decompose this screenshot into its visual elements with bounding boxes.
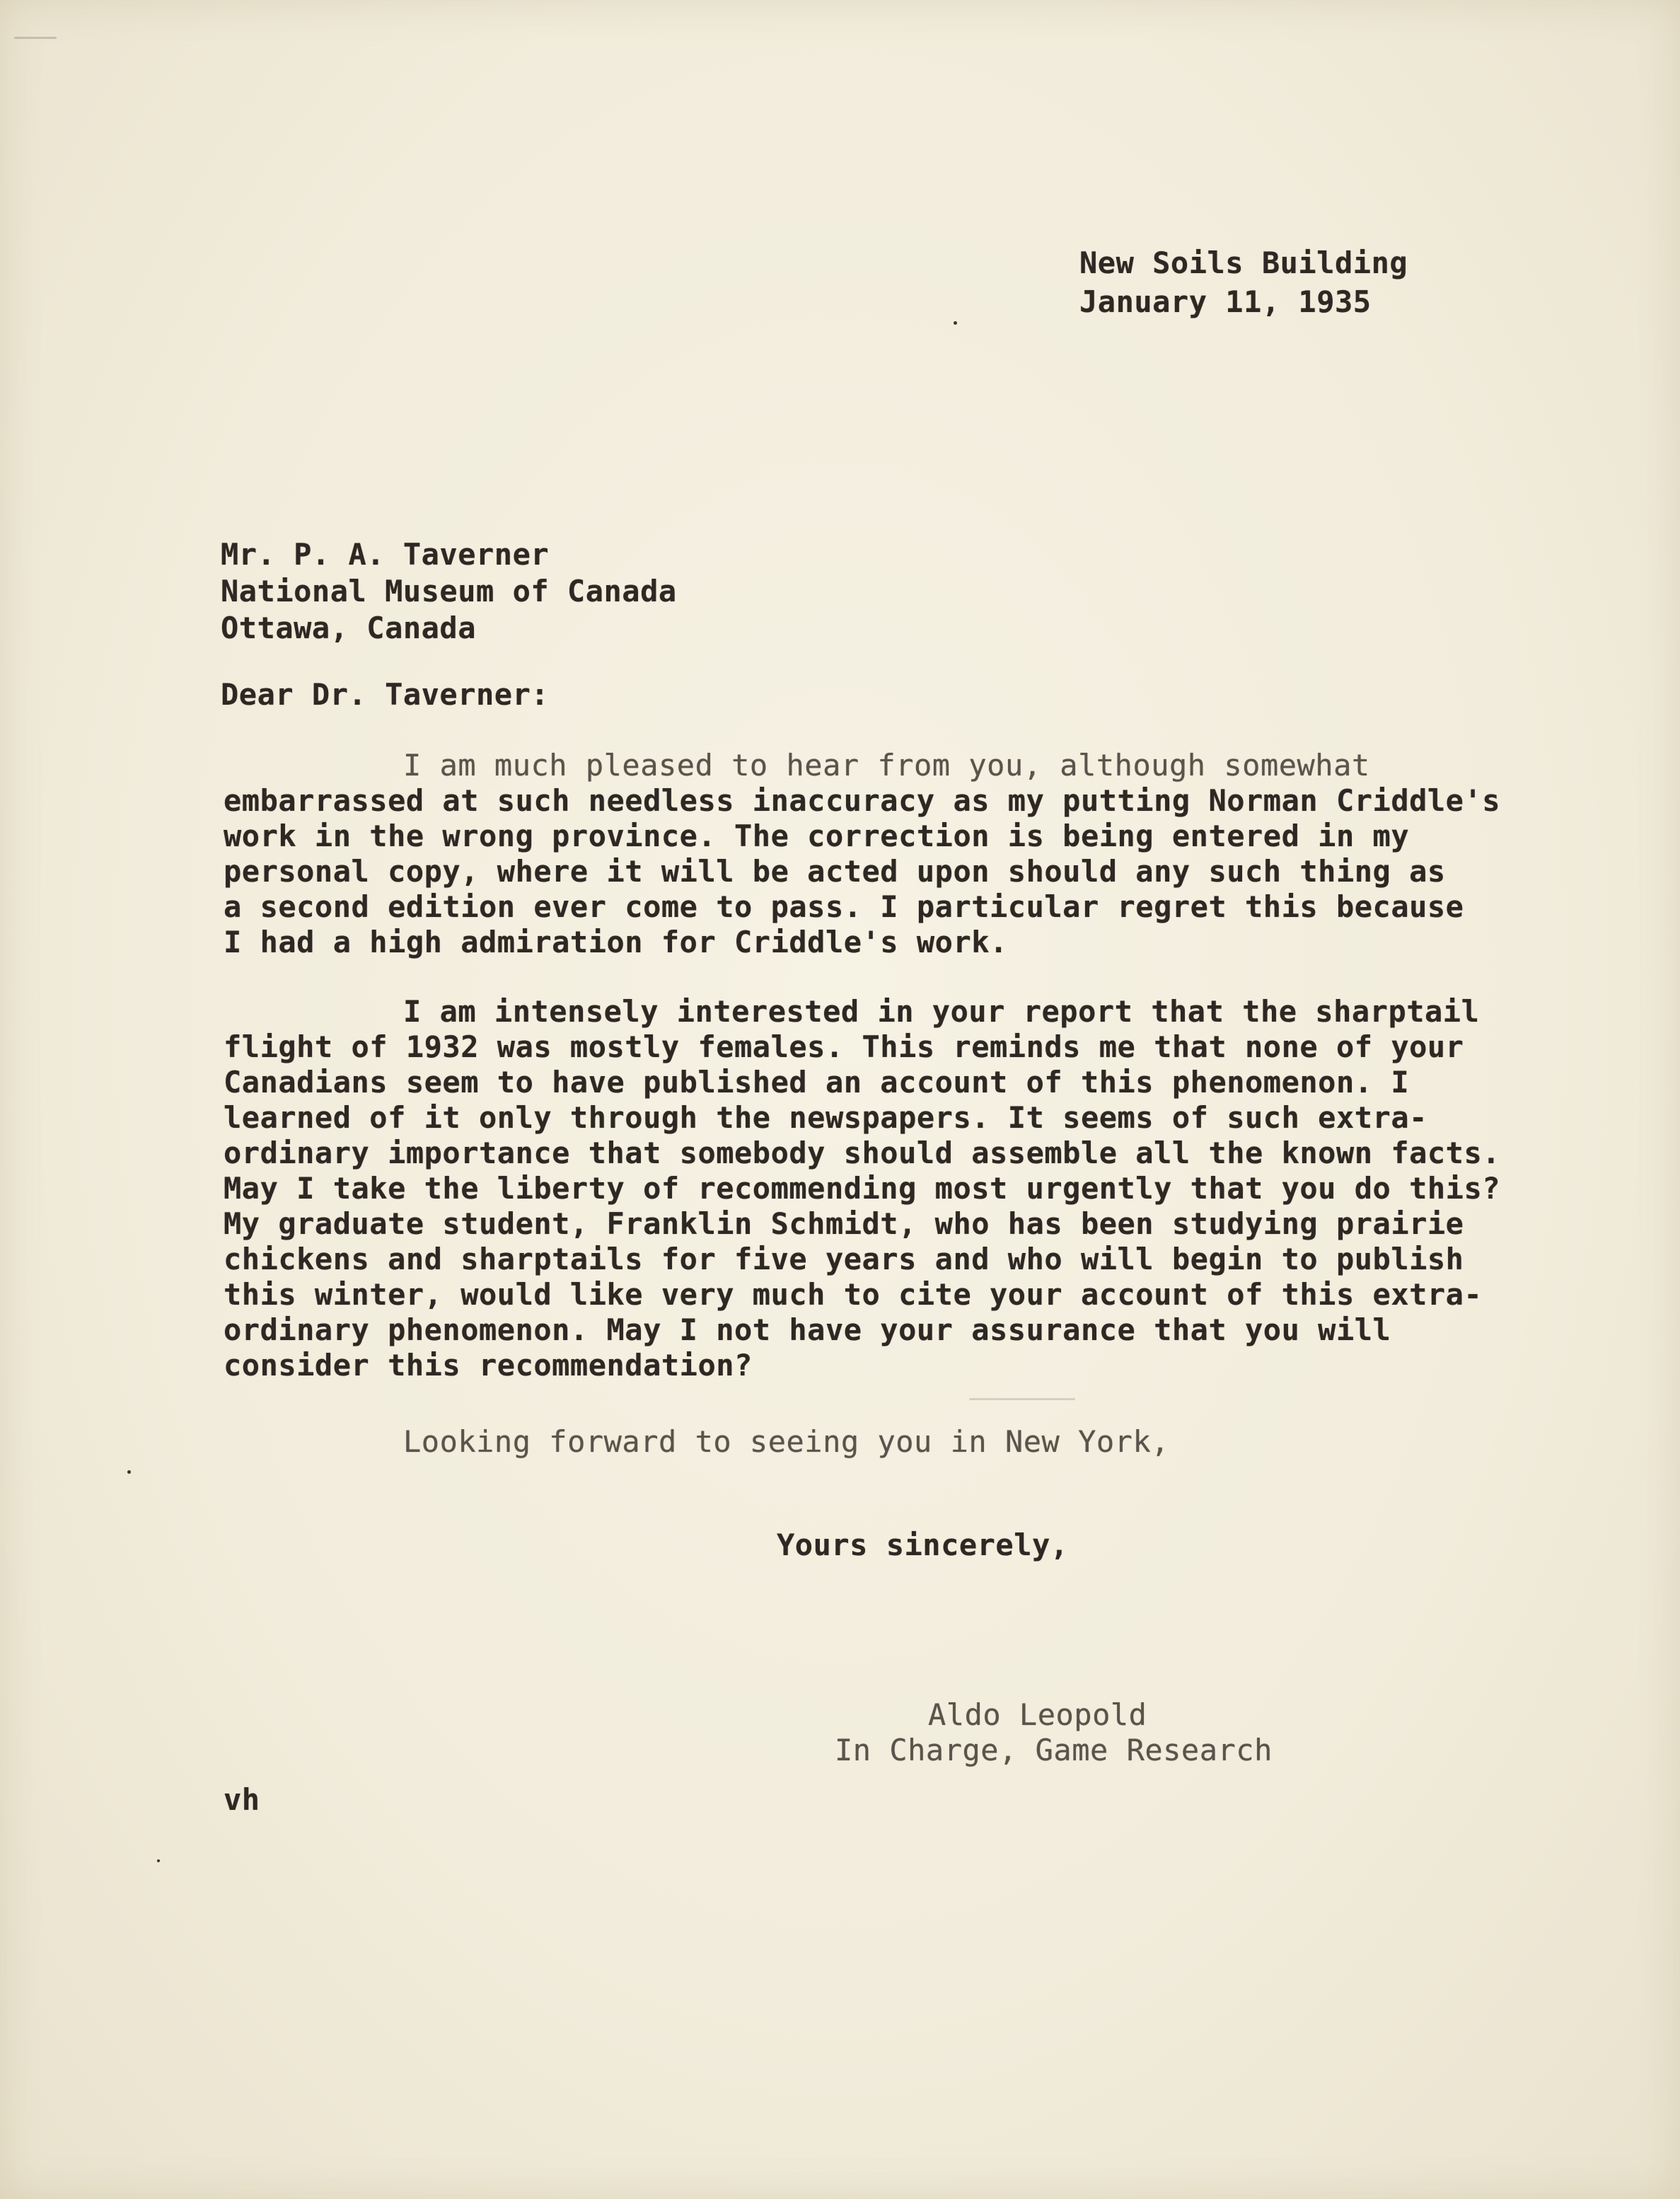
recipient-name: Mr. P. A. Taverner [221, 537, 550, 572]
closing: Yours sincerely, [777, 1528, 1069, 1562]
typist-initials: vh [224, 1782, 260, 1817]
signature-title: In Charge, Game Research [835, 1733, 1273, 1767]
paragraph1-line: embarrassed at such needless inaccuracy as my putting Norman Criddle's [224, 783, 1501, 818]
paragraph2-line: I am intensely interested in your report that the sharptail [403, 994, 1480, 1029]
paragraph1-line: I am much pleased to hear from you, although somewhat [403, 748, 1370, 783]
recipient-organization: National Museum of Canada [221, 574, 677, 608]
paragraph1-line: work in the wrong province. The correction is being entered in my [224, 819, 1410, 853]
paragraph2-line: ordinary phenomenon. May I not have your assurance that you will [224, 1312, 1391, 1347]
paragraph1-line: I had a high admiration for Criddle's work. [224, 925, 1008, 959]
paragraph2-line: this winter, would like very much to cite your account of this extra- [224, 1277, 1483, 1312]
paragraph1-line: a second edition ever come to pass. I particular regret this because [224, 889, 1464, 924]
heading-date: January 11, 1935 [1079, 284, 1372, 319]
paper-speck [954, 321, 957, 325]
heading-location: New Soils Building [1079, 246, 1408, 280]
paragraph2-line: chickens and sharptails for five years and who will begin to publish [224, 1242, 1464, 1276]
paper-speck [127, 1470, 131, 1474]
paper-smudge [969, 1398, 1075, 1400]
paper-speck [157, 1859, 160, 1862]
paragraph2-line: Canadians seem to have published an account of this phenomenon. I [224, 1065, 1410, 1100]
signature-name: Aldo Leopold [928, 1697, 1147, 1732]
paragraph1-line: personal copy, where it will be acted upon should any such thing as [224, 854, 1446, 889]
paragraph2-line: ordinary importance that somebody should assemble all the known facts. [224, 1136, 1501, 1170]
paragraph3: Looking forward to seeing you in New York, [403, 1424, 1170, 1459]
paper-smudge [14, 37, 57, 39]
recipient-city: Ottawa, Canada [221, 611, 477, 645]
salutation: Dear Dr. Taverner: [221, 677, 550, 712]
paragraph2-line: May I take the liberty of recommending most urgently that you do this? [224, 1171, 1501, 1206]
paragraph2-line: flight of 1932 was mostly females. This reminds me that none of your [224, 1029, 1464, 1064]
paragraph2-line: learned of it only through the newspapers. It seems of such extra- [224, 1100, 1427, 1135]
paragraph2-line: consider this recommendation? [224, 1348, 753, 1383]
paragraph2-line: My graduate student, Franklin Schmidt, who has been studying prairie [224, 1206, 1464, 1241]
